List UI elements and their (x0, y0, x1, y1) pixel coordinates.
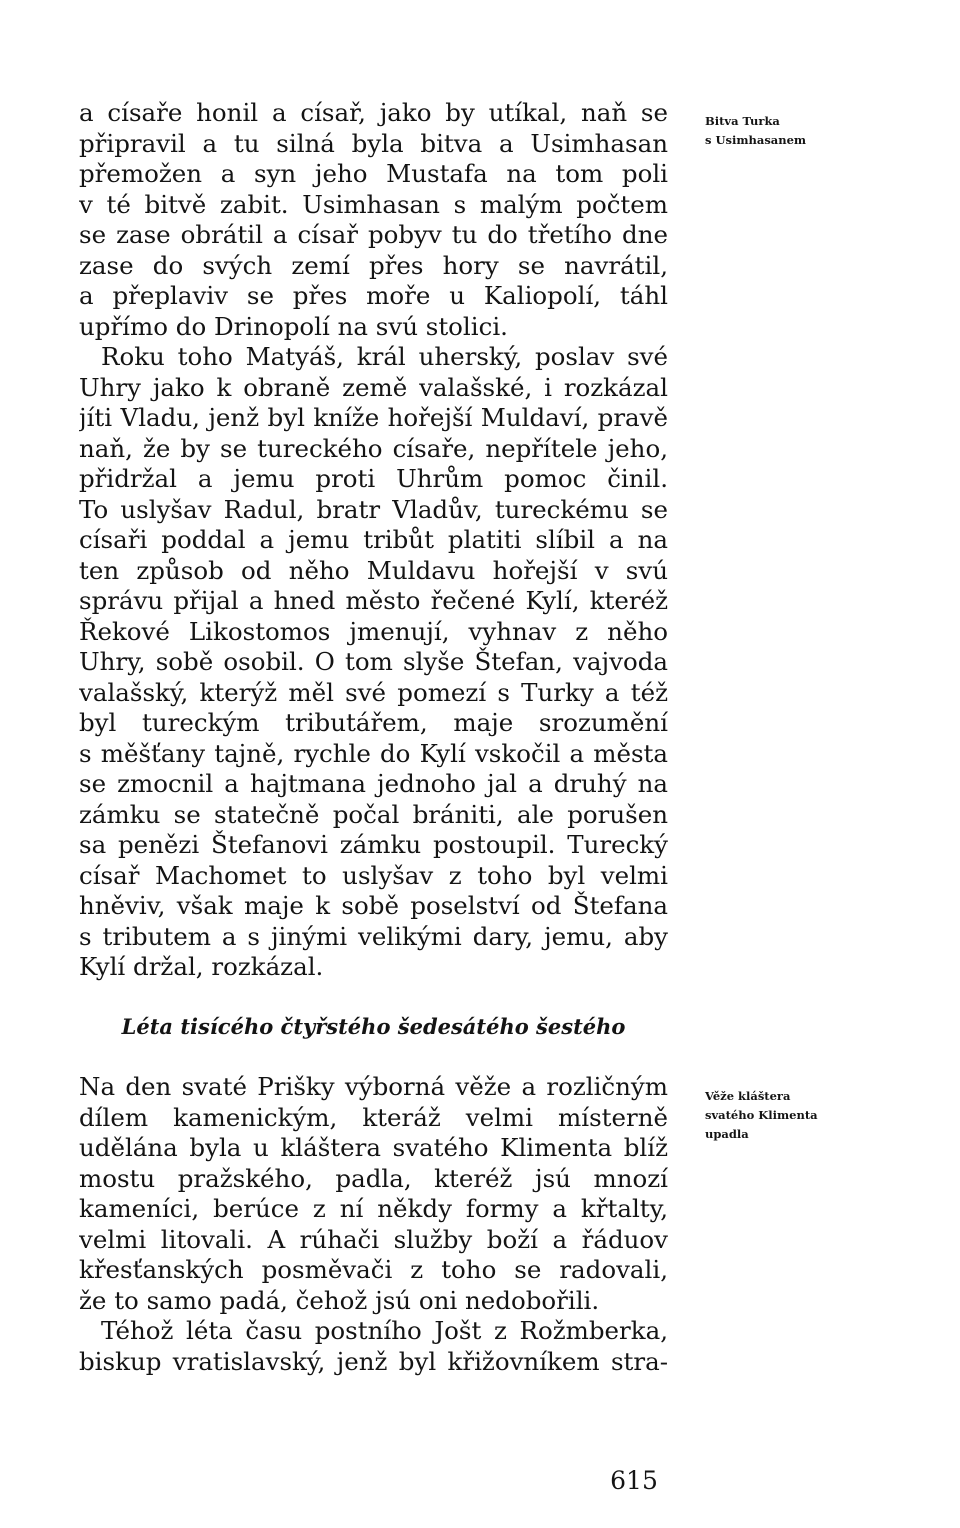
text-line: hněviv, však maje k sobě poselství od Štefana (79, 891, 668, 920)
text-line: dílem kamenickým, kteráž velmi místerně (79, 1102, 668, 1132)
main-text-block-2 (79, 1072, 668, 1377)
margin-note-line: Věže kláštera (705, 1089, 791, 1103)
text-line: s tributem a s jinými velikými dary, jemu, aby (79, 921, 668, 951)
text-line: správu přijal a hned město řečené Kylí, kteréž (79, 586, 668, 615)
text-line: se zase obrátil a císař pobyv tu do třetího dne (79, 220, 668, 249)
text-line: přemožen a syn jeho Mustafa na tom poli (79, 159, 668, 188)
text-line: jíti Vladu, jenž byl kníže hořejší Muldaví, pravě (79, 403, 668, 432)
text-line: císař Machomet to uslyšav z toho byl velmi (79, 860, 668, 890)
text-line: kameníci, berúce z ní někdy formy a křtalty, (79, 1194, 668, 1223)
text-line: Téhož léta času postního Jošt z Rožmberka, (101, 1316, 668, 1345)
text-line: naň, že by se tureckého císaře, nepřítele jeho, (79, 433, 668, 463)
text-line: s měšťany tajně, rychle do Kylí vskočil a města (79, 738, 668, 768)
text-line: a přeplaviv se přes moře u Kaliopolí, táhl (79, 281, 668, 310)
text-line: Uhry, sobě osobil. O tom slyše Štefan, vajvoda (79, 647, 668, 676)
text-line: Kylí držal, rozkázal. (79, 952, 324, 981)
text-line: zase do svých zemí přes hory se navrátil, (79, 250, 668, 280)
text-line: přidržal a jemu proti Uhrům pomoc činil. (79, 464, 668, 493)
margin-note-line: Bitva Turka (705, 114, 780, 128)
text-line: zámku se statečně počal brániti, ale porušen (79, 799, 668, 829)
margin-note-line: s Usimhasanem (705, 133, 807, 147)
page-number: 615 (610, 1466, 658, 1495)
text-line: Řekové Likostomos jmenují, vyhnav z něho (79, 616, 668, 646)
text-line: upřímo do Drinopolí na svú stolici. (79, 311, 508, 341)
main-text-block-1 (79, 98, 668, 983)
text-line: To uslyšav Radul, bratr Vladův, tureckému se (79, 494, 668, 524)
text-line: ten způsob od něho Muldavu hořejší v svú (79, 555, 668, 585)
margin-note-line: svatého Klimenta (705, 1108, 818, 1122)
text-line: připravil a tu silná byla bitva a Usimhasan (79, 128, 668, 158)
text-line: byl tureckým tributářem, maje srozumění (79, 708, 668, 737)
text-line: mostu pražského, padla, kteréž jsú mnozí (79, 1163, 668, 1193)
text-line: Roku toho Matyáš, král uherský, poslav své (101, 342, 668, 371)
text-line: velmi litovali. A rúhači služby boží a řáduov (79, 1224, 668, 1254)
margin-note-battle (705, 112, 865, 150)
year-heading: Léta tisícého čtyřstého šedesátého šestého (121, 1014, 626, 1039)
text-line: v té bitvě zabit. Usimhasan s malým počtem (79, 189, 668, 219)
text-line: udělána byla u kláštera svatého Klimenta blíž (79, 1133, 668, 1162)
text-line: Na den svaté Prišky výborná věže a rozličným (79, 1072, 668, 1101)
text-line: Uhry jako k obraně země valašské, i rozkázal (79, 372, 668, 402)
text-line: křesťanských posměvači z toho se radovali, (79, 1255, 668, 1284)
text-line: císaři poddal a jemu tribůt platiti slíbil a na (79, 525, 668, 554)
text-line: sa penězi Štefanovi zámku postoupil. Turecký (79, 830, 668, 859)
text-line: a císaře honil a císař, jako by utíkal, naň se (79, 98, 668, 127)
text-line: že to samo padá, čehož jsú oni nedobořili. (79, 1285, 600, 1315)
margin-note-line: upadla (705, 1127, 749, 1141)
text-line: valašský, kterýž měl své pomezí s Turky a též (79, 677, 668, 707)
text-line: biskup vratislavský, jenž byl křižovníkem stra- (79, 1346, 668, 1376)
text-line: se zmocnil a hajtmana jednoho jal a druhý na (79, 769, 668, 798)
margin-note-tower (705, 1087, 865, 1144)
